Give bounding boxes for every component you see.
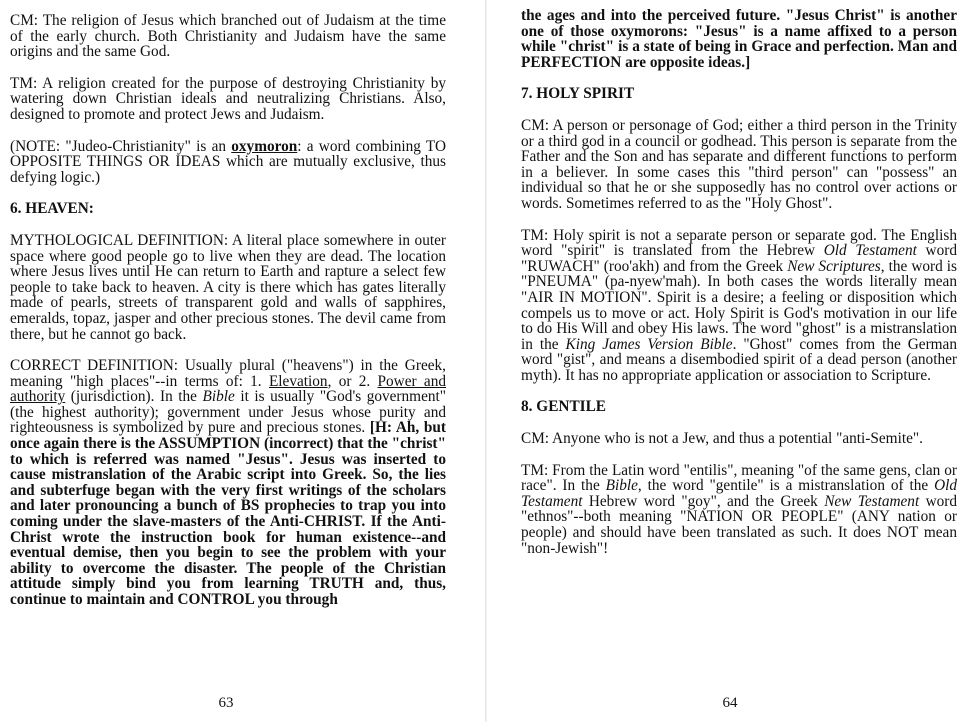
oxymoron-term: oxymoron: [231, 137, 298, 155]
text-run: Hebrew word "goy", and the Greek: [582, 492, 825, 510]
paragraph-oxymoron-note: [10, 139, 446, 186]
paragraph-judaism-cm: CM: The religion of Jesus which branched out of Judaism at the time of the early church. Both Christianity and Judaism have the same origins and the same God.: [10, 12, 446, 61]
text-run: (jurisdiction). In the: [65, 388, 203, 406]
right-page-body: [521, 8, 957, 556]
heading-holy-spirit: 7. HOLY SPIRIT: [521, 85, 635, 103]
paragraph-commentary-continued: the ages and into the perceived future. "Jesus Christ" is another one of those oxymorons: "Jesus" is a name affixed to a person while "christ" is a state of being in Grace and perfection. Man and PERFECTION are opposite ideas.]: [521, 7, 957, 71]
right-page: [521, 0, 957, 722]
text-run: , the word is "PNEUMA" (pa-nyew'mah). In both cases the words literally mean "AIR IN MOTION". Spirit is a desire; a feeling or disposition which compels us to move or act. Holy Spirit is God's motivation in our life to do His Will and obey His laws. The word "ghost" is a mistranslation in the: [521, 257, 957, 353]
text-run: . "Ghost" comes from the German word "gist", and means a disembodied spirit of a dead person (another myth). It has no appropriate application or association to Scripture.: [521, 335, 957, 384]
left-page: [10, 0, 446, 722]
new-scriptures-title: New Scriptures: [787, 257, 881, 275]
paragraph-heaven-correct: [10, 358, 446, 608]
text-run: , or 2.: [327, 372, 378, 390]
king-james-title: King James Version Bible: [565, 335, 733, 353]
text-run: (NOTE: "Judeo-Christianity" is an: [10, 137, 232, 155]
text-run: , the word "gentile" is a mistranslation of the: [637, 477, 935, 495]
paragraph-gentile-tm: [521, 463, 957, 557]
bold-commentary: [H: Ah, but once again there is the ASSUMPTION (incorrect) that the "christ" to which is referred was named "Jesus". Jesus was inserted to cause mistranslation of the Arabic script into Greek. So, the lies and subterfuge began with the very first writings of the scholars and later pronouncing a bunch of BS prophecies to trap you into coming under the slave-masters of the Anti-CHRIST. If the Anti-Christ wrote the instruction book for human existence--and eventual demise, then you begin to see the problem with your ability to overcome the disaster. The people of the Christian attitude simply bind you from learning TRUTH and, thus, continue to maintain and CONTROL you through: [10, 419, 446, 608]
paragraph-gentile-cm: CM: Anyone who is not a Jew, and thus a potential "anti-Semite".: [521, 430, 923, 448]
bible-title: Bible: [202, 388, 235, 406]
text-run: : a word combining TO OPPOSITE THINGS OR IDEAS which are mutually exclusive, thus defying logic.): [10, 137, 446, 186]
text-run: word "RUWACH" (roo'akh) and from the Greek: [521, 242, 957, 275]
heading-heaven: 6. HEAVEN:: [10, 200, 94, 218]
page-number-left: 63: [218, 695, 234, 711]
old-testament-title: Old Testament: [823, 242, 917, 260]
text-run: TM: From the Latin word "entilis", meaning "of the same gens, clan or race". In the: [521, 461, 957, 495]
book-gutter: [485, 0, 487, 722]
heading-gentile: 8. GENTILE: [521, 398, 607, 416]
paragraph-holy-spirit-tm: [521, 228, 957, 384]
text-run: it is usually "God's government" (the highest authority); government under Jesus whose purity and righteousness is symbolized by pure and precious stones.: [10, 388, 446, 437]
text-run: word "ethnos"--both meaning "NATION OR PEOPLE" (ANY nation or people) and should have been translated as such. It does NOT mean "non-Jewish"!: [521, 492, 958, 557]
paragraph-holy-spirit-cm: CM: A person or personage of God; either a third person in the Trinity or a third god in a council or godhead. This person is separate from the Father and the Son and has separate and different functions to perform in a believer. In some cases this "third person" can "possess" an individual so that he or she supposedly has no control over actions or words. Sometimes referred to as the "Holy Ghost".: [521, 116, 957, 212]
text-run: CORRECT DEFINITION: Usually plural ("heavens") in the Greek, meaning "high places"--in terms of: 1.: [10, 357, 446, 390]
power-authority-term: Power and authority: [10, 372, 446, 406]
old-testament-title: Old Testament: [521, 477, 958, 510]
left-page-body: [10, 13, 446, 608]
elevation-term: Elevation: [268, 372, 328, 390]
new-testament-title: New Testament: [824, 492, 920, 510]
bible-title: Bible: [605, 477, 638, 495]
paragraph-heaven-mythological: MYTHOLOGICAL DEFINITION: A literal place somewhere in outer space where good people go to live when they are dead. The location where Jesus lives until He can return to Earth and rapture a select few people to take back to heaven. A city is there which has gates literally made of pearls, streets of transparent gold and walls of sapphires, emeralds, topaz, jasper and other precious stones. The devil came from there, but he cannot go back.: [10, 231, 446, 343]
text-run: TM: Holy spirit is not a separate person or separate god. The English word "spirit" is translated from the Hebrew: [521, 226, 957, 260]
paragraph-judaism-tm: TM: A religion created for the purpose of destroying Christianity by watering down Christian ideals and neutralizing Christians. Also, designed to promote and protect Jews and Judaism.: [10, 74, 446, 123]
page-number-right: 64: [722, 695, 738, 711]
